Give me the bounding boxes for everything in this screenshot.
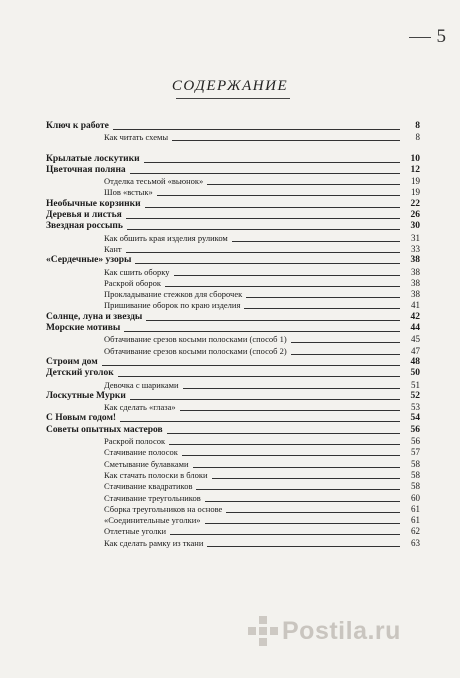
toc-leader-line (124, 331, 400, 332)
toc-page-number: 63 (411, 537, 420, 548)
page-title: СОДЕРЖАНИЕ (171, 78, 289, 94)
toc-leader-line (205, 501, 400, 502)
toc-entry-title: Сборка треугольников на основе (104, 503, 223, 514)
toc-page-number: 22 (410, 198, 420, 209)
toc-section[interactable] (46, 176, 420, 187)
toc-entry-title: Советы опытных мастеров (46, 424, 163, 435)
toc-section[interactable] (46, 470, 420, 481)
toc-page-number: 8 (415, 121, 420, 131)
toc-chapter[interactable] (46, 165, 420, 176)
page-number-rule (409, 37, 431, 38)
toc-page-number: 10 (410, 153, 420, 164)
toc-entry-title: Ключ к работе (46, 121, 109, 131)
toc-entry-title: Как сделать рамку из ткани (104, 537, 204, 548)
toc-entry-title: Морские мотивы (46, 323, 121, 334)
toc-leader-line (126, 218, 400, 219)
watermark-text: Postila.ru (282, 616, 401, 645)
toc-section[interactable] (46, 504, 420, 515)
toc-page-number: 30 (410, 221, 420, 232)
toc-page-number: 54 (410, 413, 420, 424)
toc-page-number: 42 (410, 311, 420, 322)
toc-chapter[interactable] (46, 255, 420, 266)
title-underline (176, 98, 290, 99)
toc-entry-title: Кант (104, 243, 122, 254)
toc-section[interactable] (46, 447, 420, 458)
toc-section[interactable] (46, 481, 420, 492)
toc-section[interactable] (46, 515, 420, 526)
toc-leader-line (174, 275, 400, 276)
toc-page-number: 31 (411, 232, 420, 243)
watermark (246, 614, 401, 648)
toc-page-number: 53 (411, 402, 420, 413)
toc-entry-title: Как стачать полоски в блоки (104, 469, 208, 480)
toc-section[interactable] (46, 244, 420, 255)
toc-entry-title: Отлетные уголки (104, 526, 167, 537)
toc-section[interactable] (46, 187, 420, 198)
toc-leader-line (135, 263, 400, 264)
toc-page-number: 61 (411, 503, 420, 514)
toc-leader-line (182, 455, 400, 456)
toc-leader-line (145, 207, 400, 208)
toc-page-number: 60 (411, 492, 420, 503)
toc-section[interactable] (46, 289, 420, 300)
page-number-block (409, 26, 447, 48)
toc-entry-title: Отделка тесьмой «вьюнок» (104, 176, 204, 187)
toc-page-number: 47 (411, 345, 420, 356)
toc-chapter[interactable] (46, 323, 420, 334)
toc-page-number: 44 (410, 323, 420, 334)
toc-chapter[interactable] (46, 413, 420, 424)
toc-entry-title: Крылатые лоскутики (46, 153, 140, 164)
toc-entry-title: Звездная россыпь (46, 221, 123, 232)
toc-leader-line (113, 129, 400, 130)
toc-leader-line (126, 252, 400, 253)
toc-entry-title: Строим дом (46, 356, 98, 367)
toc-entry-title: Как обшить края изделия руликом (104, 232, 228, 243)
toc-page-number: 19 (411, 176, 420, 187)
toc-page-number: 57 (411, 447, 420, 458)
table-of-contents (46, 121, 420, 549)
toc-leader-line (130, 399, 400, 400)
toc-entry-title: Лоскутные Мурки (46, 390, 126, 401)
toc-page-number: 58 (411, 458, 420, 469)
toc-section[interactable] (46, 132, 420, 143)
toc-chapter[interactable] (46, 357, 420, 368)
toc-entry-title: Сметывание булавками (104, 458, 189, 469)
toc-page-number: 38 (411, 266, 420, 277)
toc-entry-title: Стачивание квадратиков (104, 481, 193, 492)
toc-page-number: 38 (411, 277, 420, 288)
toc-chapter[interactable] (46, 199, 420, 210)
toc-chapter[interactable] (46, 121, 420, 132)
toc-leader-line (170, 534, 400, 535)
toc-page-number: 58 (411, 481, 420, 492)
toc-leader-line (193, 467, 400, 468)
toc-leader-line (244, 308, 400, 309)
toc-leader-line (144, 162, 400, 163)
toc-leader-line (130, 173, 400, 174)
toc-page-number: 61 (411, 515, 420, 526)
toc-page-number: 26 (410, 210, 420, 221)
toc-leader-line (212, 478, 400, 479)
toc-section[interactable] (46, 346, 420, 357)
toc-leader-line (127, 229, 400, 230)
toc-section[interactable] (46, 402, 420, 413)
toc-entry-title: Раскрой полосок (104, 436, 166, 447)
toc-leader-line (207, 184, 400, 185)
toc-chapter[interactable] (46, 210, 420, 221)
toc-leader-line (196, 489, 400, 490)
postila-logo-icon (246, 614, 280, 648)
toc-entry-title: Деревья и листья (46, 210, 122, 221)
toc-entry-title: Стачивание полосок (104, 447, 178, 458)
toc-page-number: 41 (411, 300, 420, 311)
toc-page-number: 33 (411, 243, 420, 254)
toc-leader-line (165, 286, 400, 287)
toc-chapter[interactable] (46, 368, 420, 379)
toc-leader-line (118, 376, 400, 377)
toc-section[interactable] (46, 526, 420, 537)
toc-page-number: 62 (411, 526, 420, 537)
toc-leader-line (207, 546, 400, 547)
toc-entry-title: Как сделать «глаза» (104, 402, 176, 413)
toc-section[interactable] (46, 538, 420, 549)
toc-entry-title: Необычные корзинки (46, 198, 141, 209)
toc-section[interactable] (46, 459, 420, 470)
page-number: 5 (436, 26, 446, 47)
toc-section[interactable] (46, 380, 420, 391)
toc-page-number: 52 (410, 390, 420, 401)
toc-section[interactable] (46, 267, 420, 278)
toc-leader-line (205, 523, 400, 524)
toc-spacer (46, 144, 420, 154)
toc-page-number: 45 (411, 334, 420, 345)
toc-leader-line (157, 195, 400, 196)
toc-section[interactable] (46, 278, 420, 289)
toc-page-number: 12 (410, 164, 420, 175)
toc-entry-title: Стачивание треугольников (104, 492, 201, 503)
toc-page-number: 51 (411, 379, 420, 390)
toc-chapter[interactable] (46, 425, 420, 436)
toc-leader-line (226, 512, 400, 513)
toc-section[interactable] (46, 436, 420, 447)
toc-leader-line (169, 444, 400, 445)
toc-section[interactable] (46, 233, 420, 244)
toc-page-number: 56 (411, 436, 420, 447)
toc-chapter[interactable] (46, 221, 420, 232)
toc-entry-title: Девочка с шариками (104, 379, 179, 390)
toc-page-number: 58 (411, 469, 420, 480)
toc-entry-title: Прокладывание стежков для сборочек (104, 289, 243, 300)
toc-entry-title: «Соединительные уголки» (104, 515, 201, 526)
toc-leader-line (232, 241, 400, 242)
toc-leader-line (120, 421, 400, 422)
toc-section[interactable] (46, 493, 420, 504)
toc-entry-title: Обтачивание срезов косыми полосками (способ 1) (104, 334, 287, 345)
toc-leader-line (167, 433, 400, 434)
toc-entry-title: «Сердечные» узоры (46, 255, 132, 266)
toc-leader-line (180, 410, 400, 411)
toc-chapter[interactable] (46, 391, 420, 402)
toc-leader-line (291, 354, 400, 355)
toc-leader-line (102, 365, 400, 366)
toc-section[interactable] (46, 300, 420, 311)
toc-entry-title: Детский уголок (46, 368, 114, 379)
toc-entry-title: Обтачивание срезов косыми полосками (способ 2) (104, 345, 287, 356)
toc-entry-title: Пришивание оборок по краю изделия (104, 300, 241, 311)
toc-entry-title: Солнце, луна и звезды (46, 311, 143, 322)
toc-page-number: 8 (415, 132, 420, 143)
toc-page-number: 38 (411, 289, 420, 300)
toc-entry-title: Раскрой оборок (104, 277, 162, 288)
toc-page-number: 50 (410, 368, 420, 379)
toc-leader-line (246, 297, 400, 298)
toc-entry-title: Как читать схемы (104, 132, 169, 143)
toc-page-number: 38 (410, 255, 420, 266)
toc-page-number: 48 (410, 356, 420, 367)
toc-chapter[interactable] (46, 312, 420, 323)
toc-leader-line (291, 342, 400, 343)
toc-section[interactable] (46, 334, 420, 345)
toc-leader-line (146, 320, 400, 321)
toc-leader-line (183, 388, 400, 389)
toc-page-number: 56 (410, 424, 420, 435)
toc-chapter[interactable] (46, 154, 420, 165)
toc-page-number: 19 (411, 187, 420, 198)
toc-entry-title: Шов «встык» (104, 187, 153, 198)
toc-entry-title: С Новым годом! (46, 413, 117, 424)
toc-entry-title: Как сшить оборку (104, 266, 170, 277)
toc-entry-title: Цветочная поляна (46, 164, 126, 175)
toc-leader-line (172, 140, 400, 141)
